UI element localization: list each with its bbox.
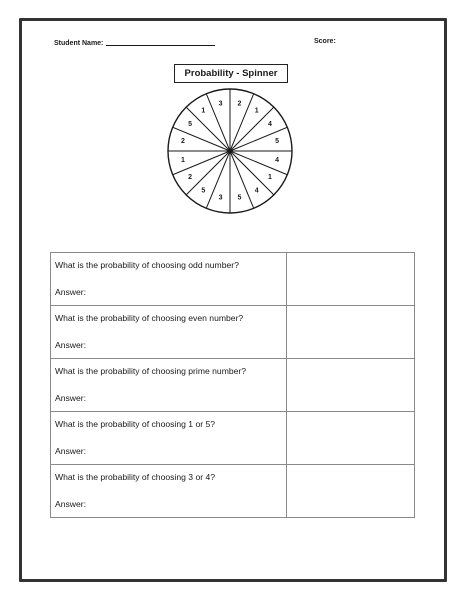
score-row — [314, 38, 336, 45]
answer-box[interactable] — [287, 306, 415, 359]
question-cell — [51, 253, 287, 306]
answer-box[interactable] — [287, 359, 415, 412]
answer-label: Answer: — [55, 340, 87, 350]
score-label: Score: — [314, 38, 336, 45]
question-cell — [51, 412, 287, 465]
spinner-segment-label: 1 — [254, 107, 259, 115]
question-cell — [51, 465, 287, 518]
question-text: What is the probability of choosing odd number? — [55, 260, 239, 270]
spinner-segment-label: 5 — [275, 138, 280, 146]
answer-label: Answer: — [55, 499, 87, 509]
spinner-segment-label: 3 — [218, 194, 223, 202]
answer-label: Answer: — [55, 446, 87, 456]
student-name-label: Student Name: — [54, 40, 104, 47]
question-text: What is the probability of choosing prime number? — [55, 366, 247, 376]
spinner-segment-label: 4 — [267, 120, 272, 128]
spinner-segment-label: 1 — [201, 107, 206, 115]
answer-box[interactable] — [287, 465, 415, 518]
table-row — [51, 412, 415, 465]
spinner-segment-label: 4 — [254, 187, 259, 195]
table-row — [51, 465, 415, 518]
spinner-segment-label: 2 — [188, 174, 193, 182]
questions-table — [50, 252, 415, 518]
spinner-wheel — [155, 86, 305, 216]
spinner-segment-label: 5 — [201, 187, 206, 195]
table-row — [51, 306, 415, 359]
answer-box[interactable] — [287, 412, 415, 465]
question-cell — [51, 306, 287, 359]
worksheet-title — [174, 64, 288, 83]
answer-box[interactable] — [287, 253, 415, 306]
question-cell — [51, 359, 287, 412]
student-name-row — [54, 38, 215, 47]
question-text: What is the probability of choosing 3 or 4? — [55, 472, 216, 482]
question-text: What is the probability of choosing even number? — [55, 313, 244, 323]
answer-label: Answer: — [55, 287, 87, 297]
spinner-segment-label: 1 — [267, 174, 272, 182]
spinner-segment-label: 5 — [237, 194, 242, 202]
spinner-segment-label: 2 — [237, 100, 242, 108]
spinner-segment-label: 2 — [180, 138, 185, 146]
spinner-segment-label: 1 — [180, 156, 185, 164]
table-row — [51, 359, 415, 412]
spinner-segment-label: 5 — [188, 120, 193, 128]
table-row — [51, 253, 415, 306]
spinner-segment-label: 3 — [218, 100, 223, 108]
question-text: What is the probability of choosing 1 or 5? — [55, 419, 216, 429]
worksheet-title-text: Probability - Spinner — [184, 68, 278, 79]
student-name-blank[interactable] — [106, 38, 215, 46]
spinner-segment-label: 4 — [275, 156, 280, 164]
answer-label: Answer: — [55, 393, 87, 403]
